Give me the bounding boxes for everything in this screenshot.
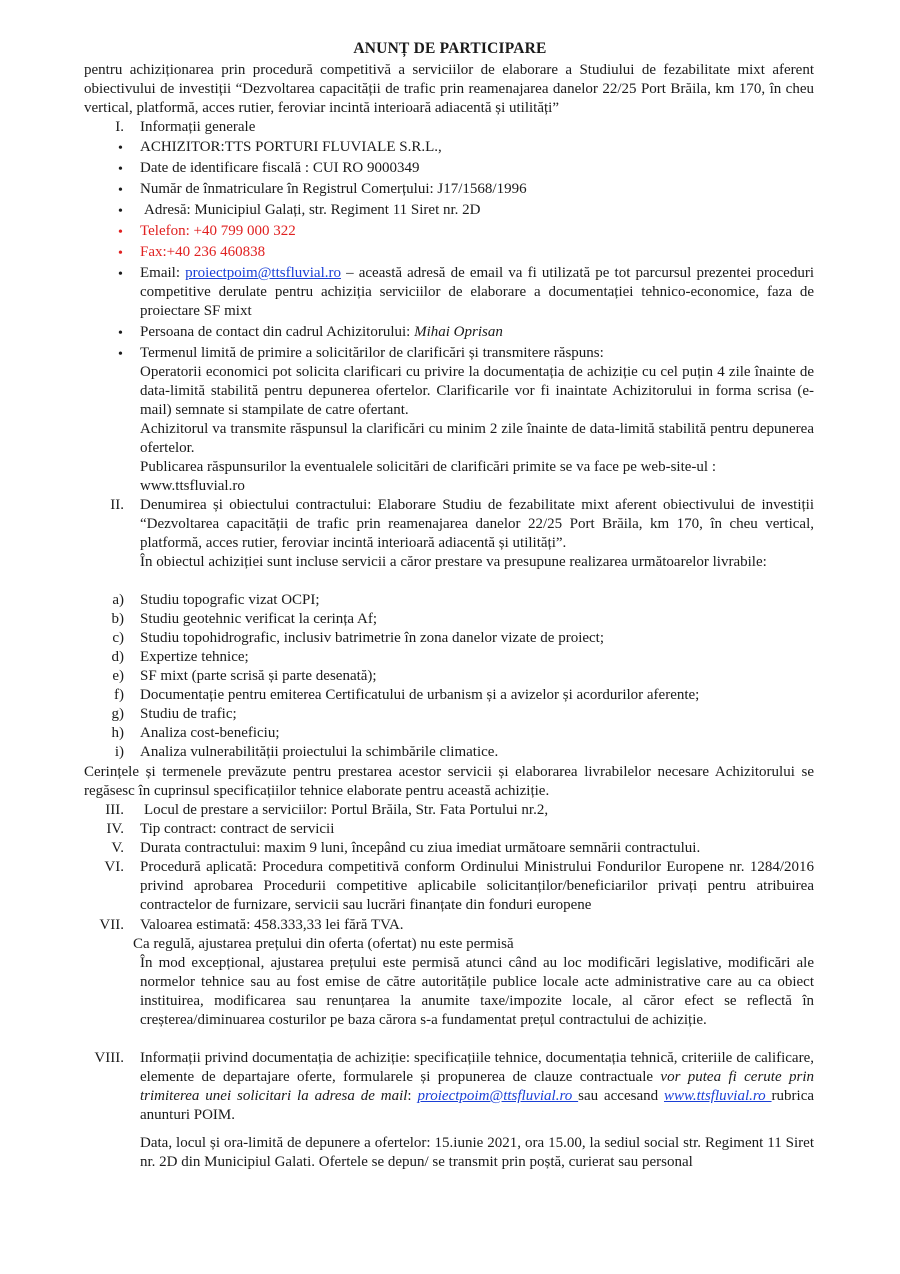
bullet-icon: • (118, 267, 123, 282)
contact-name: Mihai Oprisan (414, 324, 503, 340)
list-item-label: b) (111, 611, 124, 627)
page-title: ANUNȚ DE PARTICIPARE (353, 40, 547, 57)
paragraph: Procedură aplicată: Procedura competitivă conform Ordinului Ministrului Fondurilor Europene nr. 1284/2016 privind aprobarea Procedurii competitive aplicabile solicitanților/beneficiarilor privați pentru atribuirea contractelor de furnizare, servicii sau lucrări finanțate din fonduri europene (140, 859, 814, 913)
bullet-icon: • (118, 246, 123, 261)
text-span: : (407, 1088, 418, 1104)
email-label: Email: (140, 265, 186, 281)
list-item-label: a) (112, 592, 124, 608)
text-span: Informații privind documentația de achiziție: specificațiile tehnice, documentația tehnică, criteriile de calificare, elemente de departajare oferte, formularele și propunerea de clauze contractuale (140, 1050, 814, 1085)
list-item-label: i) (114, 744, 124, 760)
list-item (140, 323, 503, 342)
text-span: vor putea fi cerute prin trimiterea unei solicitari la adresa de mail (140, 1069, 814, 1104)
list-item-label: f) (114, 687, 124, 703)
list-item: Date de identificare fiscală : CUI RO 9000349 (140, 160, 420, 176)
paragraph: În mod excepțional, ajustarea prețului este permisă atunci când au loc modificări legislative, modificări ale normelor tehnice sau au fost emise de către autoritățile publice locale acte administrative care au ca obiect instituirea, modificarea sau renunțarea la anumite taxe/impozite locale, al căror efect se reflectă în creșterea/diminuarea costurilor pe baza cărora s-a fundamentat prețul contractului de achiziție. (140, 955, 814, 1028)
list-item: Studiu de trafic; (140, 706, 237, 722)
list-item-label: e) (112, 668, 124, 684)
paragraph: Valoarea estimată: 458.333,33 lei fără TVA. (140, 917, 404, 933)
list-item: Adresă: Municipiul Galați, str. Regiment 11 Siret nr. 2D (144, 202, 481, 218)
list-item: Termenul limită de primire a solicitărilor de clarificări și transmitere răspuns: (140, 345, 604, 361)
intro-paragraph: pentru achiziționarea prin procedură competitivă a serviciilor de elaborare a Studiului de fezabilitate mixt aferent obiectivului de investiții “Dezvoltarea capacității de trafic prin reamenajarea danelor 22/25 Port Brăila, km 170, în cheu vertical, platformă, acces rutier, feroviar incintă interioară adiacentă și utilități” (84, 62, 814, 116)
bullet-icon: • (118, 141, 123, 156)
bullet-icon: • (118, 347, 123, 362)
section-number: IV. (106, 821, 124, 837)
list-item-label: c) (112, 630, 124, 646)
bullet-icon: • (118, 225, 123, 240)
contact-label: Persoana de contact din cadrul Achizitorului: (140, 324, 415, 340)
section-number: I. (115, 119, 124, 135)
paragraph: În obiectul achiziției sunt incluse servicii a căror prestare va presupune realizarea următoarelor livrabile: (140, 554, 767, 570)
section-number: VII. (99, 917, 124, 933)
section-title: Informații generale (140, 119, 256, 135)
paragraph: Locul de prestare a serviciilor: Portul Brăila, Str. Fata Portului nr.2, (144, 802, 549, 818)
deadline-paragraph: Data, locul și ora-limită de depunere a ofertelor: 15.iunie 2021, ora 15.00, la sediul social str. Regiment 11 Siret nr. 2D din Municipiul Galati. Ofertele se depun/ se transmit prin poștă, curierat sau personal (140, 1135, 814, 1170)
list-item: Număr de înmatriculare în Registrul Comerțului: J17/1568/1996 (140, 181, 527, 197)
paragraph (140, 1049, 814, 1125)
paragraph: Publicarea răspunsurilor la eventualele solicitări de clarificări primite se va face pe web-site-ul : (140, 459, 716, 475)
paragraph: Operatorii economici pot solicita clarificari cu privire la documentația de achiziție cu cel puțin 4 zile înainte de data-limită stabilită pentru depunerea ofertelor. Clarificarile vor fi inaintate Achizitorului in forma scrisa (e-mail) semnate si stampilate de catre ofertant. (140, 364, 814, 418)
email-link[interactable]: proiectpoim@ttsfluvial.ro (185, 265, 341, 281)
fax-text: Fax:+40 236 460838 (140, 244, 266, 260)
email-link[interactable]: proiectpoim@ttsfluvial.ro (417, 1088, 579, 1104)
list-item-label: g) (111, 706, 124, 722)
paragraph: Achizitorul va transmite răspunsul la clarificări cu minim 2 zile înainte de data-limită stabilită pentru depunerea ofertelor. (140, 421, 814, 456)
bullet-icon: • (118, 204, 123, 219)
section-number: II. (110, 497, 124, 513)
website-link[interactable]: www.ttsfluvial.ro (663, 1088, 772, 1104)
list-item-label: h) (111, 725, 124, 741)
website-text: www.ttsfluvial.ro (140, 478, 245, 494)
section-number: VI. (104, 859, 124, 875)
phone-text: Telefon: +40 799 000 322 (140, 223, 296, 239)
paragraph: Cerințele și termenele prevăzute pentru prestarea acestor servicii și elaborarea livrabilelor necesare Achizitorului se regăsesc în cuprinsul specificațiilor tehnice elaborate pentru această achiziție. (84, 764, 814, 799)
paragraph: Tip contract: contract de servicii (140, 821, 335, 837)
list-item: Expertize tehnice; (140, 649, 249, 665)
bullet-icon: • (118, 183, 123, 198)
list-item: SF mixt (parte scrisă și parte desenată); (140, 668, 377, 684)
paragraph: Denumirea și obiectului contractului: Elaborare Studiu de fezabilitate mixt aferent obiectivului de investiții “Dezvoltarea capacității de trafic prin reamenajarea danelor 22/25 Port Brăila, km 170, în cheu vertical, platformă, acces rutier, feroviar incintă interioară adiacentă și utilități”. (140, 497, 814, 551)
section-number: III. (105, 802, 124, 818)
list-item: Analiza cost-beneficiu; (140, 725, 280, 741)
list-item: Documentație pentru emiterea Certificatului de urbanism și a avizelor și acordurilor aferente; (140, 687, 700, 703)
text-span: sau accesand (578, 1088, 664, 1104)
section-number: V. (111, 840, 124, 856)
list-item: Analiza vulnerabilității proiectului la schimbările climatice. (140, 744, 499, 760)
bullet-icon: • (118, 162, 123, 177)
list-item: Studiu topografic vizat OCPI; (140, 592, 320, 608)
paragraph: Durata contractului: maxim 9 luni, începând cu ziua imediat următoare semnării contractului. (140, 840, 701, 856)
section-number: VIII. (94, 1050, 124, 1066)
bullet-icon: • (118, 326, 123, 341)
list-item-label: d) (111, 649, 124, 665)
list-item (140, 264, 814, 321)
email-description: – această adresă de email va fi utilizată pe tot parcursul prezentei proceduri competitive derulate pentru achiziția serviciilor de elaborare a documentației tehnico-economice, faza de proiectare SF mixt (140, 265, 814, 319)
text-span: rubrica anunturi POIM. (140, 1088, 815, 1123)
list-item: Studiu topohidrografic, inclusiv batrimetrie în zona danelor vizate de proiect; (140, 630, 605, 646)
paragraph: Ca regulă, ajustarea prețului din oferta (ofertat) nu este permisă (133, 936, 514, 952)
list-item: ACHIZITOR:TTS PORTURI FLUVIALE S.R.L., (140, 139, 442, 155)
list-item: Studiu geotehnic verificat la cerința Af; (140, 611, 377, 627)
